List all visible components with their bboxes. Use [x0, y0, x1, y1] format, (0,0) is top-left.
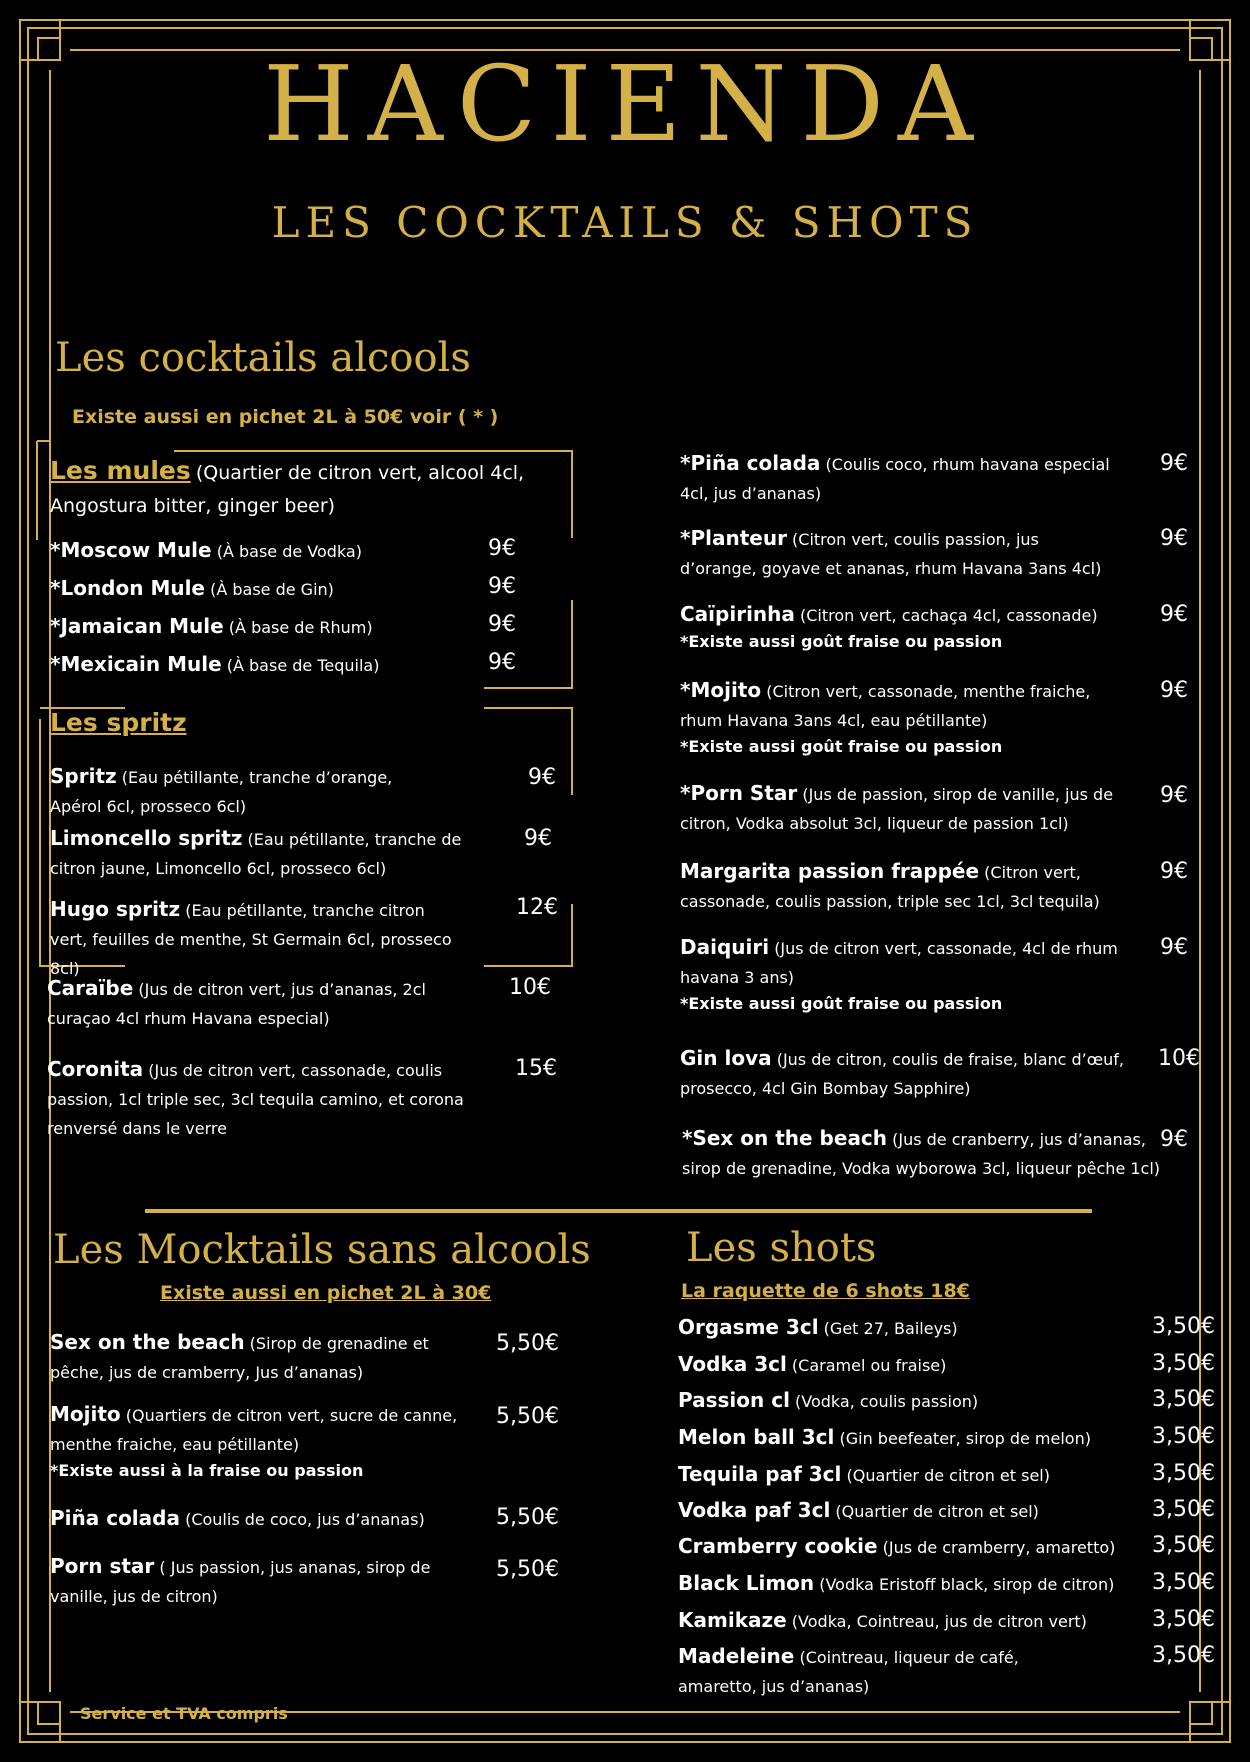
- menu-item: [50, 1400, 480, 1480]
- item-price: 3,50€: [1152, 1351, 1215, 1376]
- item-price: 9€: [488, 574, 516, 599]
- item-description: (À base de Vodka): [216, 542, 362, 561]
- item-price: 3,50€: [1152, 1497, 1215, 1522]
- menu-item: [50, 762, 430, 821]
- item-description: (À base de Rhum): [228, 618, 373, 637]
- item-description: (Caramel ou fraise): [791, 1356, 947, 1375]
- item-name: Orgasme 3cl: [678, 1315, 819, 1339]
- mules-group-header: [50, 456, 550, 523]
- item-description: (Citron vert, cassonade, coulis passion, triple sec 1cl, 3cl tequila): [680, 863, 1100, 911]
- item-price: 9€: [524, 826, 552, 851]
- menu-item: [680, 449, 1110, 508]
- menu-item: [680, 857, 1100, 916]
- shots-section-title: Les shots: [686, 1225, 877, 1271]
- item-price: 3,50€: [1152, 1461, 1215, 1486]
- mules-title: Les mules: [50, 456, 191, 485]
- menu-item: [680, 676, 1100, 756]
- shots-raquette-note: La raquette de 6 shots 18€: [681, 1280, 970, 1302]
- item-price: 9€: [1160, 678, 1188, 703]
- item-description: (Eau pétillante, tranche de citron jaune, Limoncello 6cl, prosseco 6cl): [50, 830, 462, 878]
- menu-item: [680, 1044, 1130, 1103]
- item-price: 3,50€: [1152, 1607, 1215, 1632]
- item-price: 12€: [516, 895, 558, 920]
- item-price: 9€: [528, 765, 556, 790]
- item-name: Black Limon: [678, 1571, 815, 1595]
- item-variant-note: *Existe aussi goût fraise ou passion: [680, 737, 1003, 756]
- item-price: 9€: [1160, 602, 1188, 627]
- mules-desc: (Quartier de citron vert, alcool 4cl, Angostura bitter, ginger beer): [50, 462, 525, 517]
- item-name: *Mojito: [680, 678, 762, 702]
- mocktails-pitcher-note: Existe aussi en pichet 2L à 30€: [160, 1282, 492, 1304]
- menu-item: [678, 1642, 1098, 1701]
- menu-item: [47, 1055, 512, 1143]
- item-price: 5,50€: [496, 1557, 559, 1582]
- item-name: *London Mule: [50, 576, 205, 600]
- item-name: Madeleine: [678, 1644, 795, 1668]
- menu-item: [678, 1423, 1158, 1453]
- item-name: Tequila paf 3cl: [678, 1462, 842, 1486]
- item-price: 9€: [1160, 859, 1188, 884]
- item-price: 9€: [1160, 935, 1188, 960]
- menu-item: [678, 1460, 1158, 1490]
- item-description: (Quartiers de citron vert, sucre de canne, menthe fraiche, eau pétillante): [50, 1406, 458, 1454]
- item-description: ( Jus passion, jus ananas, sirop de vanille, jus de citron): [50, 1558, 431, 1606]
- cocktails-pitcher-note: Existe aussi en pichet 2L à 50€ voir ( * ): [72, 406, 499, 428]
- menu-item: [680, 779, 1140, 838]
- item-price: 3,50€: [1152, 1533, 1215, 1558]
- item-name: Spritz: [50, 764, 117, 788]
- item-price: 9€: [1160, 1127, 1188, 1152]
- item-name: *Jamaican Mule: [50, 614, 224, 638]
- item-price: 5,50€: [496, 1404, 559, 1429]
- item-name: Melon ball 3cl: [678, 1425, 835, 1449]
- item-price: 3,50€: [1152, 1643, 1215, 1668]
- item-name: *Piña colada: [680, 451, 821, 475]
- item-description: (Coulis coco, rhum havana especial 4cl, jus d’ananas): [680, 455, 1110, 503]
- item-price: 3,50€: [1152, 1424, 1215, 1449]
- item-name: Piña colada: [50, 1506, 180, 1530]
- item-description: (Gin beefeater, sirop de melon): [839, 1429, 1091, 1448]
- mocktails-section-title: Les Mocktails sans alcools: [53, 1227, 591, 1273]
- menu-item: [682, 1124, 1162, 1183]
- menu-item: [50, 574, 470, 604]
- item-description: (Citron vert, cassonade, menthe fraiche, rhum Havana 3ans 4cl, eau pétillante): [680, 682, 1091, 730]
- menu-item: [50, 612, 470, 642]
- item-name: *Moscow Mule: [50, 538, 212, 562]
- menu-item: [678, 1496, 1158, 1526]
- item-description: (Jus de cranberry, jus d’ananas, sirop de grenadine, Vodka wyborowa 3cl, liqueur pêche 1cl): [682, 1130, 1161, 1178]
- item-description: (Quartier de citron et sel): [846, 1466, 1050, 1485]
- spritz-title: Les spritz: [50, 708, 187, 737]
- menu-item: [680, 600, 1120, 651]
- item-description: (Vodka Eristoff black, sirop de citron): [819, 1575, 1115, 1594]
- item-variant-note: *Existe aussi goût fraise ou passion: [680, 994, 1003, 1013]
- item-price: 3,50€: [1152, 1314, 1215, 1339]
- item-name: Coronita: [47, 1057, 144, 1081]
- menu-item: [678, 1569, 1158, 1599]
- item-name: Vodka paf 3cl: [678, 1498, 831, 1522]
- item-name: Caïpirinha: [680, 602, 795, 626]
- item-name: Vodka 3cl: [678, 1352, 787, 1376]
- item-name: Limoncello spritz: [50, 826, 243, 850]
- item-name: *Mexicain Mule: [50, 652, 222, 676]
- item-name: Mojito: [50, 1402, 121, 1426]
- menu-item: [47, 974, 487, 1033]
- item-description: (Jus de citron vert, cassonade, coulis passion, 1cl triple sec, 3cl tequila camino, et corona renversé dans le verre: [47, 1061, 464, 1138]
- item-price: 5,50€: [496, 1505, 559, 1530]
- item-description: (Jus de citron, coulis de fraise, blanc d’œuf, prosecco, 4cl Gin Bombay Sapphire): [680, 1050, 1124, 1098]
- item-description: (Jus de citron vert, jus d’ananas, 2cl curaçao 4cl rhum Havana especial): [47, 980, 426, 1028]
- item-price: 9€: [1160, 783, 1188, 808]
- item-variant-note: *Existe aussi à la fraise ou passion: [50, 1461, 364, 1480]
- item-price: 9€: [1160, 526, 1188, 551]
- item-name: Sex on the beach: [50, 1330, 245, 1354]
- menu-item: [680, 524, 1120, 583]
- item-price: 9€: [1160, 451, 1188, 476]
- item-price: 3,50€: [1152, 1387, 1215, 1412]
- page-subtitle: LES COCKTAILS & SHOTS: [271, 198, 979, 247]
- item-description: (Cointreau, liqueur de café, amaretto, jus d’ananas): [678, 1648, 1019, 1696]
- item-price: 5,50€: [496, 1331, 559, 1356]
- menu-item: [678, 1350, 1158, 1380]
- item-description: (Vodka, coulis passion): [795, 1392, 979, 1411]
- item-description: (Vodka, Cointreau, jus de citron vert): [791, 1612, 1087, 1631]
- item-price: 15€: [515, 1056, 557, 1081]
- item-price: 3,50€: [1152, 1570, 1215, 1595]
- item-name: Hugo spritz: [50, 897, 181, 921]
- item-description: (Coulis de coco, jus d’ananas): [185, 1510, 425, 1529]
- item-description: (Citron vert, cachaça 4cl, cassonade): [800, 606, 1098, 625]
- item-name: Daiquiri: [680, 935, 770, 959]
- menu-item: [678, 1532, 1158, 1562]
- item-name: Kamikaze: [678, 1608, 787, 1632]
- footer-service-note: Service et TVA compris: [80, 1704, 288, 1723]
- item-description: (Jus de passion, sirop de vanille, jus de citron, Vodka absolut 3cl, liqueur de passion 1cl): [680, 785, 1114, 833]
- cocktails-section-title: Les cocktails alcools: [55, 335, 471, 381]
- menu-item: [50, 1328, 480, 1387]
- item-description: (À base de Gin): [210, 580, 334, 599]
- item-price: 9€: [488, 650, 516, 675]
- menu-item: [50, 824, 490, 883]
- item-variant-note: *Existe aussi goût fraise ou passion: [680, 632, 1003, 651]
- menu-item: [50, 650, 470, 680]
- menu-item: [50, 536, 470, 566]
- item-price: 10€: [1158, 1046, 1200, 1071]
- menu-item: [678, 1606, 1158, 1636]
- item-price: 10€: [509, 975, 551, 1000]
- menu-item: [50, 1552, 490, 1611]
- item-name: Margarita passion frappée: [680, 859, 980, 883]
- page-title: HACIENDA: [263, 43, 987, 165]
- item-description: (Eau pétillante, tranche d’orange, Apérol 6cl, prosseco 6cl): [50, 768, 393, 816]
- item-name: Cramberry cookie: [678, 1534, 878, 1558]
- item-name: Porn star: [50, 1554, 155, 1578]
- item-description: (Eau pétillante, tranche citron vert, feuilles de menthe, St Germain 6cl, prosseco 8cl): [50, 901, 452, 978]
- item-name: Gin lova: [680, 1046, 772, 1070]
- item-description: (Sirop de grenadine et pêche, jus de cramberry, Jus d’ananas): [50, 1334, 429, 1382]
- menu-item: [50, 1504, 480, 1534]
- item-description: (Citron vert, coulis passion, jus d’orange, goyave et ananas, rhum Havana 3ans 4cl): [680, 530, 1102, 578]
- item-price: 9€: [488, 612, 516, 637]
- menu-item: [678, 1386, 1158, 1416]
- item-name: Caraïbe: [47, 976, 134, 1000]
- item-price: 9€: [488, 536, 516, 561]
- item-name: *Sex on the beach: [682, 1126, 888, 1150]
- item-description: (Jus de citron vert, cassonade, 4cl de rhum havana 3 ans): [680, 939, 1118, 987]
- menu-item: [50, 895, 460, 983]
- menu-item: [678, 1313, 1158, 1343]
- item-description: (Quartier de citron et sel): [835, 1502, 1039, 1521]
- item-description: (À base de Tequila): [226, 656, 380, 675]
- item-name: Passion cl: [678, 1388, 790, 1412]
- item-name: *Porn Star: [680, 781, 798, 805]
- menu-item: [680, 933, 1120, 1013]
- item-name: *Planteur: [680, 526, 787, 550]
- item-description: (Get 27, Baileys): [823, 1319, 958, 1338]
- item-description: (Jus de cramberry, amaretto): [882, 1538, 1116, 1557]
